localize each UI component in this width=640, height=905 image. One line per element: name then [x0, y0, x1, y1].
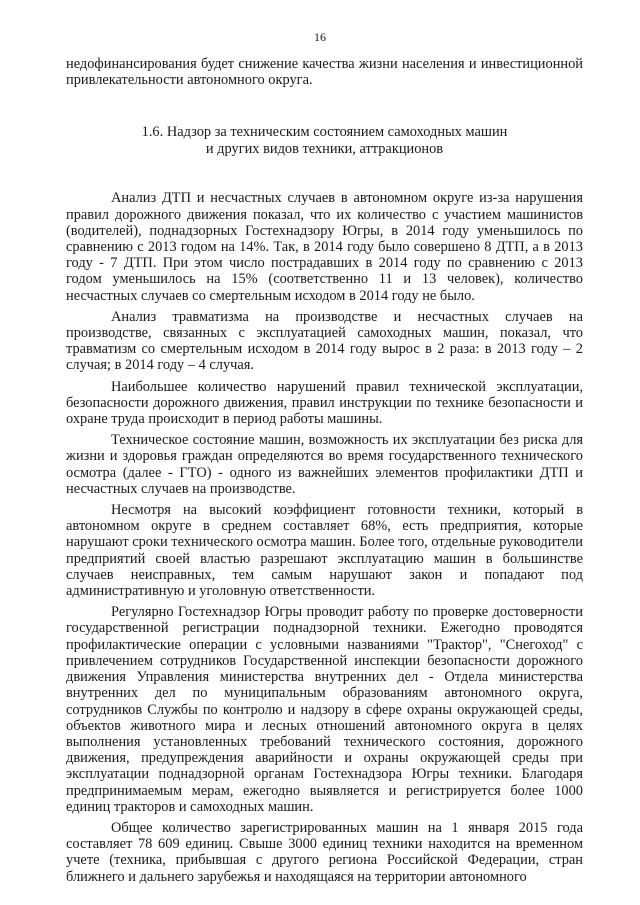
section-heading-line-1: 1.6. Надзор за техническим состоянием самоходных машин — [141, 124, 508, 141]
page-number: 16 — [314, 30, 326, 44]
paragraph-registration-checks: Регулярно Гостехнадзор Югры проводит работу по проверке достоверности государственной регистрации поднадзорной техники. Ежегодно проводятся профилактические операции с условными названиями "Трактор", "Снегоход" с привлечением сотрудников Государственной инспекции безопасности дорожного движения Управления министерства внутренних дел - Отдела министерства внутренних дел по муниципальным образованиям автономного округа, сотрудников Службы по контролю и надзору в сфере охраны окружающей среды, объектов животного мира и лесных отношений автономного округа в целях выполнения установленных требований технического состояния, дорожного движения, предупреждения аварийности и охраны окружающей среды при эксплуатации поднадзорной органам Гостехнадзора Югры техники. Благодаря предпринимаемым мерам, ежегодно выявляется и регистрируется более 1000 единиц тракторов и самоходных машин. — [66, 604, 583, 815]
section-heading — [66, 124, 583, 158]
paragraph-technical-state: Техническое состояние машин, возможность их эксплуатации без риска для жизни и здоровья граждан определяются во время государственного технического осмотра (далее - ГТО) - одного из важнейших элементов профилактики ДТП и несчастных случаев на производстве. — [66, 432, 583, 497]
continuation-paragraph: недофинансирования будет снижение качества жизни населения и инвестиционной привлекательности автономного округа. — [66, 56, 583, 89]
paragraph-violations: Наибольшее количество нарушений правил технической эксплуатации, безопасности дорожного движения, правил инструкции по технике безопасности и охране труда происходит в период работы машины. — [66, 378, 583, 428]
paragraph-accident-analysis: Анализ ДТП и несчастных случаев в автономном округе из-за нарушения правил дорожного движения показал, что их количество с участием машинистов (водителей), поднадзорных Гостехнадзору Югры, в 2014 году уменьшилось по сравнению с 2013 годом на 14%. Так, в 2014 году было совершено 8 ДТП, а в 2013 году - 7 ДТП. При этом число пострадавших в 2014 году по сравнению с 2013 годом уменьшилось на 15% (соответственно 11 и 13 человек), количество несчастных случаев со смертельным исходом в 2014 году не было. — [66, 190, 583, 304]
document-body — [66, 56, 583, 885]
paragraph-injury-analysis: Анализ травматизма на производстве и несчастных случаев на производстве, связанных с эксплуатацией самоходных машин, показал, что травматизм со смертельным исходом в 2014 году вырос в 2 раза: в 2013 году – 2 случая; в 2014 году – 4 случая. — [66, 308, 583, 374]
section-heading-line-2: и других видов техники, аттракционов — [205, 141, 444, 158]
paragraph-readiness: Несмотря на высокий коэффициент готовности техники, который в автономном округе в среднем составляет 68%, есть предприятия, которые нарушают сроки технического осмотра машин. Более того, отдельные руководители предприятий своей властью разрешают эксплуатацию машин в большинстве случаев неисправных, тем самым нарушают закон и попадают под административную и уголовную ответственности. — [66, 502, 583, 600]
paragraph-registered-machines: Общее количество зарегистрированных машин на 1 января 2015 года составляет 78 609 единиц. Свыше 3000 единиц техники находится на временном учете (техника, прибывшая с другого региона Российской Федерации, стран ближнего и дальнего зарубежья и находящаяся на территории автономного — [66, 819, 583, 885]
